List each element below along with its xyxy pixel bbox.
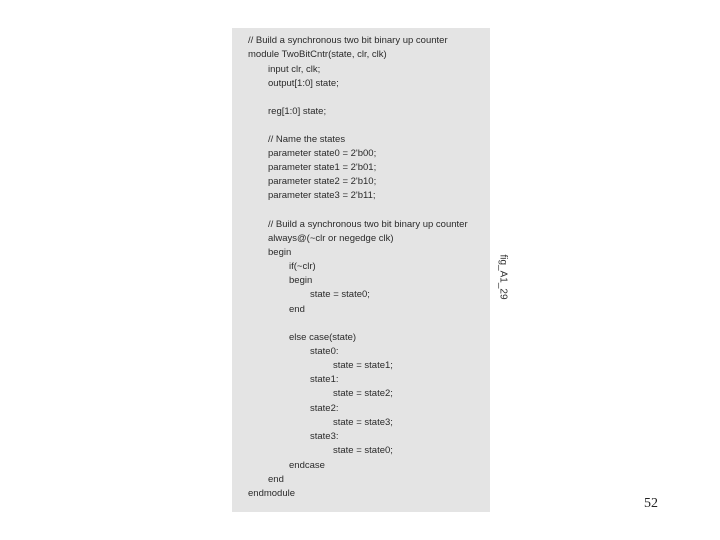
code-line: state = state2; (333, 388, 393, 399)
page-number: 52 (644, 496, 658, 511)
code-line: state = state1; (333, 360, 393, 371)
code-line: endmodule (248, 488, 296, 499)
code-line: parameter state3 = 2'b11; (268, 190, 376, 201)
code-line: module TwoBitCntr(state, clr, clk) (248, 49, 387, 60)
code-line: if(~clr) (289, 261, 316, 272)
code-line: input clr, clk; (268, 64, 321, 75)
code-line: state3: (310, 431, 339, 442)
code-line: state0: (310, 346, 339, 357)
code-line: state = state0; (310, 289, 370, 300)
code-line: parameter state1 = 2'b01; (268, 162, 377, 173)
code-line: parameter state0 = 2'b00; (268, 148, 377, 159)
code-line: endcase (289, 460, 325, 471)
code-line: state2: (310, 403, 339, 414)
code-line: begin (289, 275, 313, 286)
code-line: // Build a synchronous two bit binary up counter (268, 219, 468, 230)
figure-label: fig_A1_29 (497, 254, 509, 300)
code-line: begin (268, 247, 292, 258)
code-listing-panel (232, 28, 490, 512)
code-line: state = state0; (333, 445, 393, 456)
code-line: output[1:0] state; (268, 78, 339, 89)
code-line: // Build a synchronous two bit binary up counter (248, 35, 448, 46)
code-line: parameter state2 = 2'b10; (268, 176, 377, 187)
code-line: always@(~clr or negedge clk) (268, 233, 394, 244)
code-line: end (268, 474, 284, 485)
code-line: state1: (310, 374, 339, 385)
code-line: // Name the states (268, 134, 346, 145)
code-line: reg[1:0] state; (268, 106, 327, 117)
code-line: state = state3; (333, 417, 393, 428)
code-line: else case(state) (289, 332, 357, 343)
code-line: end (289, 304, 305, 315)
